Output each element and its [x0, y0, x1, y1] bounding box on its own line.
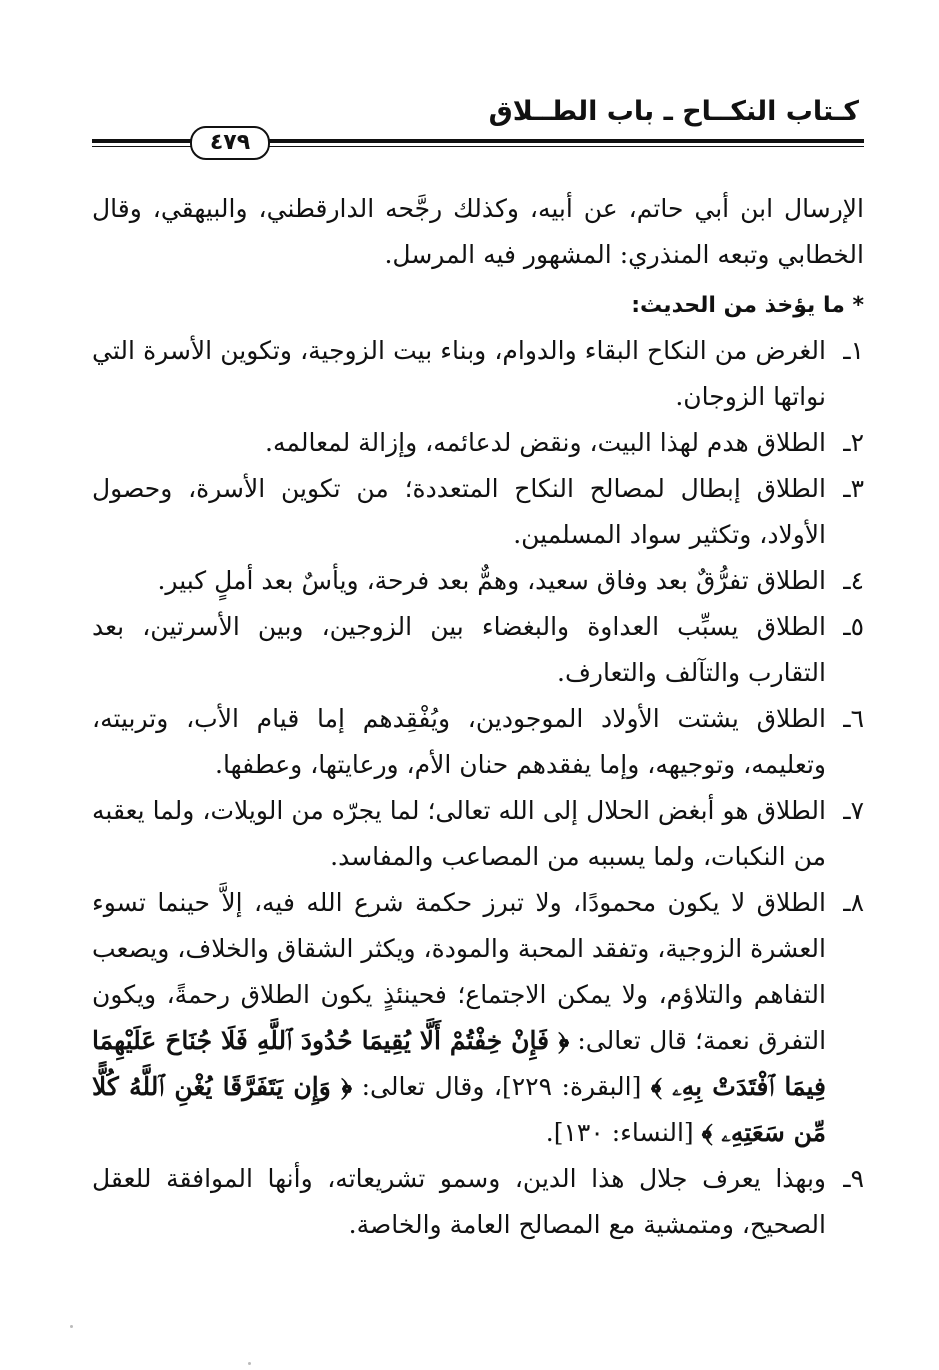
item-text: وبهذا يعرف جلال هذا الدين، وسمو تشريعاته، وأنها الموافقة للعقل الصحيح، ومتمشية مع المصالح العامة والخاصة.	[92, 1164, 826, 1239]
item-number: ٩ـ	[843, 1164, 864, 1193]
item-text: الطلاق يشتت الأولاد الموجودين، ويُفْقِدهم إما قيام الأب، وتربيته، وتعليمه، وتوجيهه، وإما يفقدهم حنان الأم، ورعايتها، وعطفها.	[92, 704, 826, 779]
list-item	[92, 696, 864, 788]
intro-paragraph: الإرسال ابن أبي حاتم، عن أبيه، وكذلك رجَّحه الدارقطني، والبيهقي، وقال الخطابي وتبعه المنذري: المشهور فيه المرسل.	[92, 194, 864, 269]
verse-reference: [البقرة: ٢٢٩]	[501, 1072, 642, 1101]
item-number: ٦ـ	[843, 704, 864, 733]
item-text: الطلاق يسبِّب العداوة والبغضاء بين الزوجين، وبين الأسرتين، بعد التقارب والتآلف والتعارف.	[92, 612, 826, 687]
item-text: الطلاق لا يكون محمودًا، ولا تبرز حكمة شرع الله فيه، إلاَّ حينما تسوء العشرة الزوجية، وتفقد المحبة والمودة، ويكثر الشقاق والخلاف، ويصعب التفاهم والتلاؤم، ولا يمكن الاجتماع؛ فحينئذٍ يكون الطلاق رحمةً، ويكون التفرق نعمة؛ قال تعالى:	[92, 888, 827, 1055]
item-number: ٤ـ	[843, 566, 864, 595]
item-number: ٢ـ	[843, 428, 864, 457]
list-item	[92, 558, 864, 604]
item-text: الطلاق إبطال لمصالح النكاح المتعددة؛ من تكوين الأسرة، وحصول الأولاد، وتكثير سواد المسلمين.	[92, 474, 826, 549]
quran-verse-nisa: ﴿ وَإِن يَتَفَرَّقَا يُغْنِ ٱللَّهُ كُلًّا مِّن سَعَتِهِۦ ﴾	[92, 1072, 826, 1147]
list-item	[92, 420, 864, 466]
verse-reference: [النساء: ١٣٠]	[553, 1118, 694, 1147]
lessons-list	[92, 328, 864, 1248]
item-number: ٧ـ	[843, 796, 864, 825]
running-title: كـتاب النكــاح ـ باب الطــلاق	[488, 96, 859, 127]
quran-verse-baqarah: ﴿ فَإِنْ خِفْتُمْ أَلَّا يُقِيمَا حُدُودَ ٱللَّهِ فَلَا جُنَاحَ عَلَيْهِمَا فِيمَا ٱفْتَدَتْ بِهِۦ ﴾	[92, 1026, 827, 1101]
item-text: الطلاق هدم لهذا البيت، ونقض لدعائمه، وإزالة لمعالمه.	[265, 428, 826, 457]
item-text: الطلاق هو أبغض الحلال إلى الله تعالى؛ لما يجرّه من الويلات، ولما يعقبه من النكبات، ولما يسببه من المصاعب والمفاسد.	[92, 796, 826, 871]
list-item	[92, 604, 864, 696]
list-item-9	[92, 1156, 864, 1248]
list-item	[92, 788, 864, 880]
page-number-badge: ٤٧٩	[190, 126, 270, 160]
item-text-end: .	[545, 1118, 554, 1147]
list-item	[92, 466, 864, 558]
list-item	[92, 328, 864, 420]
section-heading: * ما يؤخذ من الحديث:	[631, 293, 864, 318]
item-text: الغرض من النكاح البقاء والدوام، وبناء بيت الزوجية، وتكوين الأسرة التي نواتها الزوجان.	[92, 336, 826, 411]
item-number: ١ـ	[843, 336, 864, 365]
list-item-8	[92, 880, 864, 1156]
item-text: الطلاق تفرُّقٌ بعد وفاق سعيد، وهمٌّ بعد فرحة، ويأسٌ بعد أملٍ كبير.	[157, 566, 826, 595]
item-number: ٥ـ	[843, 612, 864, 641]
item-number: ٣ـ	[843, 474, 864, 503]
item-text-connector: ، وقال تعالى:	[361, 1072, 502, 1101]
page-body	[92, 186, 864, 1248]
scan-speck	[70, 1325, 73, 1328]
item-number: ٨ـ	[843, 888, 864, 917]
scan-speck	[248, 1362, 251, 1365]
